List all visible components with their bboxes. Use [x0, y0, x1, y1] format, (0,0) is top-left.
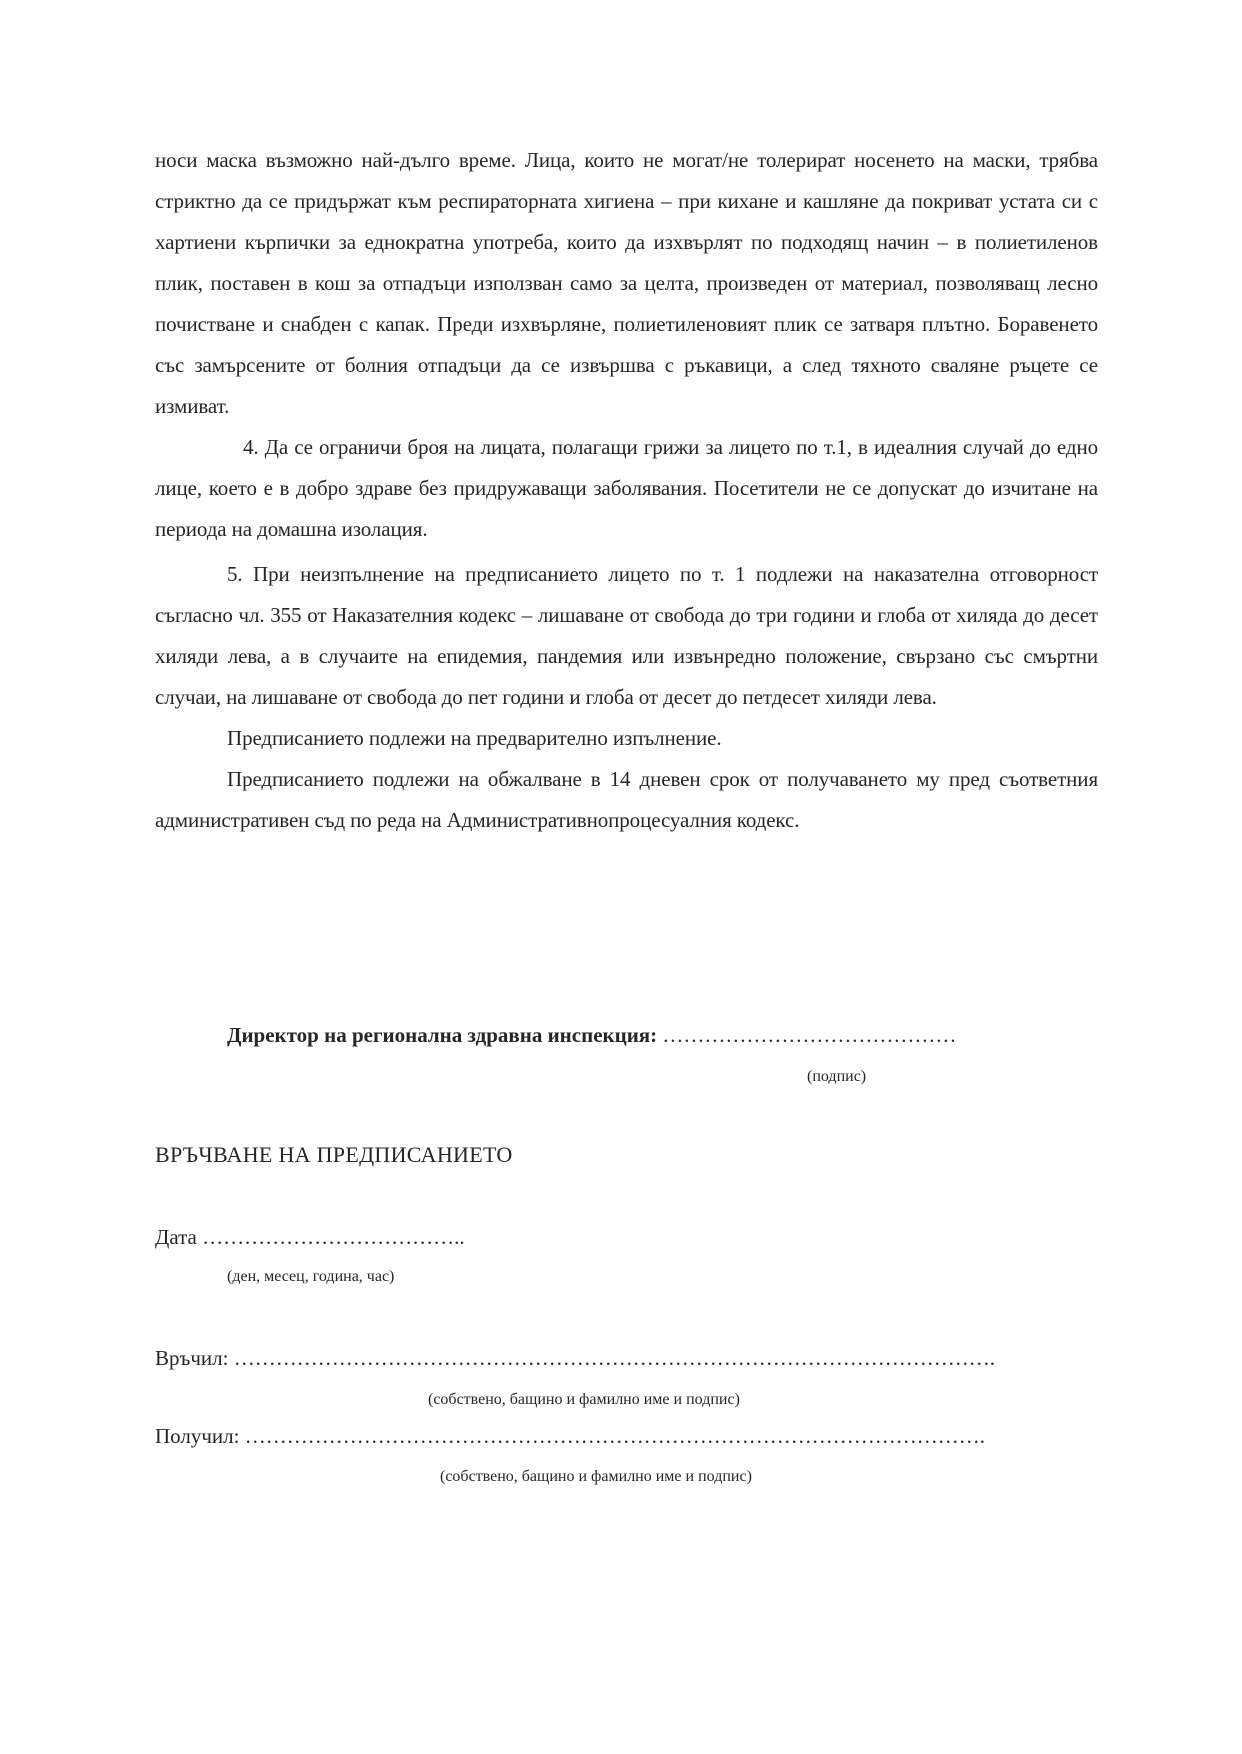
paragraph-appeal: Предписанието подлежи на обжалване в 14 дневен срок от получаването му пред съответния административен съд по реда на Административнопроцесуалния кодекс.: [155, 767, 1098, 832]
paragraph-continuation: носи маска възможно най-дълго време. Лица, които не могат/не толерират носенето на маски, трябва стриктно да се придържат към респираторната хигиена – при кихане и кашляне да покриват устата си с хартиени кърпички за еднократна употреба, които да изхвърлят по подходящ начин – в полиетиленов плик, поставен в кош за отпадъци използван само за целта, произведен от материал, позволяващ лесно почистване и снабден с капак. Преди изхвърляне, полиетиленовият плик се затваря плътно. Боравенето със замърсените от болния отпадъци да се извършва с ръкавици, а след тяхното сваляне ръцете се измиват.: [155, 148, 1098, 418]
director-signature-caption: (подпис): [807, 1068, 867, 1085]
received-by-dots: …………………………………………………………………………………………….: [244, 1424, 985, 1448]
date-dots: ………………………………..: [202, 1225, 465, 1249]
date-line: [155, 1225, 465, 1250]
paragraph-preliminary-execution: Предписанието подлежи на предварително изпълнение.: [227, 726, 722, 750]
delivered-by-label: Връчил:: [155, 1346, 229, 1370]
delivered-by-line: [155, 1346, 995, 1371]
date-label: Дата: [155, 1225, 197, 1249]
body-text: [155, 140, 1098, 841]
director-signature-line: [227, 1023, 956, 1048]
director-label: Директор на регионална здравна инспекция:: [227, 1023, 658, 1047]
paragraph-point-4: 4. Да се ограничи броя на лицата, полагащи грижи за лицето по т.1, в идеалния случай до едно лице, което е в добро здраве без придружаващи заболявания. Посетители не се допускат до изчитане на периода на домашна изолация.: [155, 435, 1098, 541]
received-by-label: Получил:: [155, 1424, 240, 1448]
delivered-by-dots: ……………………………………………………………………………………………….: [233, 1346, 995, 1370]
delivered-by-caption: (собствено, бащино и фамилно име и подпис): [428, 1391, 740, 1408]
received-by-caption: (собствено, бащино и фамилно име и подпис): [440, 1468, 752, 1485]
director-signature-dots: ……………………………………: [662, 1023, 957, 1047]
date-caption: (ден, месец, година, час): [227, 1268, 395, 1285]
delivery-heading: ВРЪЧВАНЕ НА ПРЕДПИСАНИЕТО: [155, 1142, 513, 1167]
received-by-line: [155, 1424, 985, 1449]
paragraph-point-5: 5. При неизпълнение на предписанието лицето по т. 1 подлежи на наказателна отговорност съгласно чл. 355 от Наказателния кодекс – лишаване от свобода до три години и глоба от хиляда до десет хиляди лева, а в случаите на епидемия, пандемия или извънредно положение, свързано със смъртни случаи, на лишаване от свобода до пет години и глоба от десет до петдесет хиляди лева.: [155, 562, 1098, 709]
